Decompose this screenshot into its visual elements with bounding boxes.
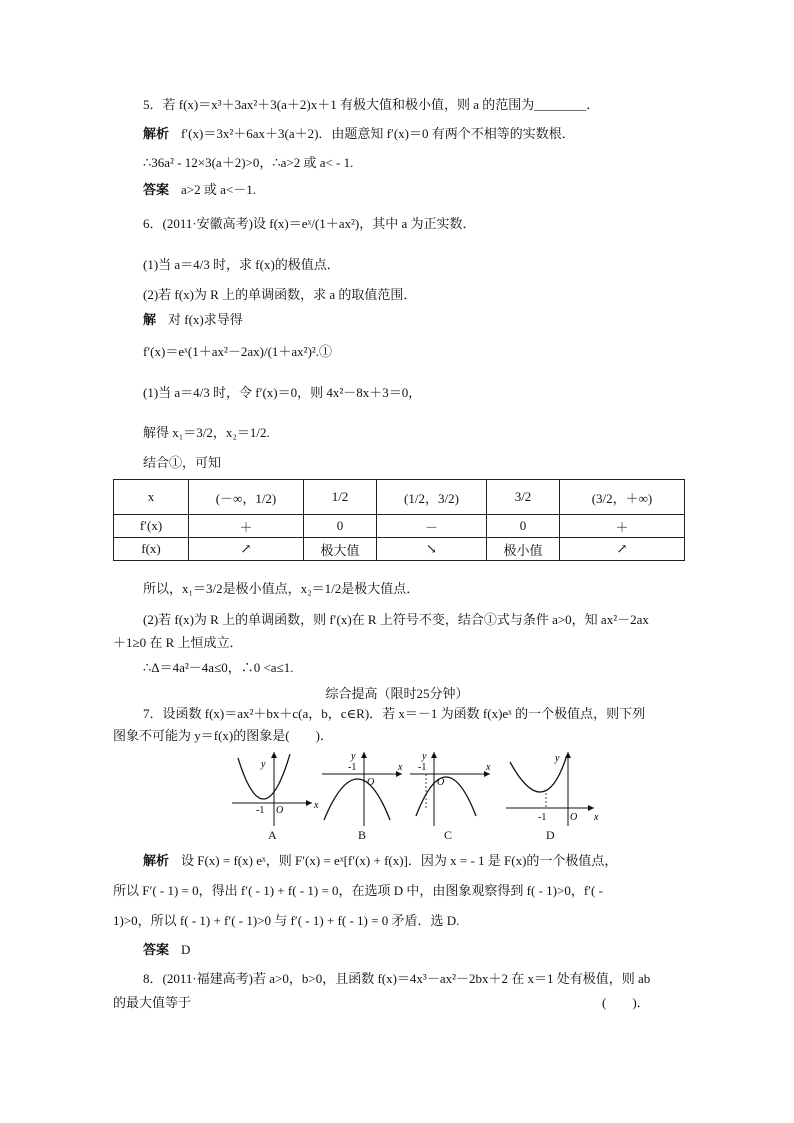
q7-analysis-text: 设 F(x) = f(x) eˣ，则 F′(x) = eˣ[f′(x) + f(x)]．因为 x = - 1 是 F(x)的一个极值点， xyxy=(181,853,618,868)
q5-analysis-label: 解析 xyxy=(143,126,170,141)
q6-part2: (2)若 f(x)为 R 上的单调函数，求 a 的取值范围． xyxy=(143,287,417,302)
graph-d-svg xyxy=(502,748,598,828)
table-cell: 0 xyxy=(487,515,560,538)
q6-derivative: f′(x)＝eˣ(1＋ax²－2ax)/(1＋ax²)².① xyxy=(143,344,333,359)
q7-answer-text: D xyxy=(181,942,191,957)
table-cell: (－∞，1/2) xyxy=(189,480,304,515)
svg-text:y: y xyxy=(422,751,427,762)
q7-analysis-label: 解析 xyxy=(143,853,170,868)
svg-text:O: O xyxy=(437,777,445,788)
svg-text:O: O xyxy=(367,777,375,788)
q7-text: 7．设函数 f(x)＝ax²＋bx＋c(a，b，c∈R)．若 x＝－1 为函数 f(x)eˣ 的一个极值点，则下列 xyxy=(143,706,646,721)
table-cell: f′(x) xyxy=(114,515,189,538)
graph-c-svg xyxy=(406,748,496,828)
svg-text:x: x xyxy=(398,762,403,773)
svg-text:y: y xyxy=(351,751,356,762)
table-cell: (3/2，＋∞) xyxy=(560,480,685,515)
q5-answer-label: 答案 xyxy=(143,182,170,197)
q6-solution-label: 解 xyxy=(143,312,157,327)
q6-step5: (2)若 f(x)为 R 上的单调函数，则 f′(x)在 R 上符号不变，结合①式与条件 a>0，知 ax²－2ax xyxy=(143,612,649,627)
table-cell: 极小值 xyxy=(487,538,560,561)
table-cell: (1/2，3/2) xyxy=(377,480,487,515)
table-row xyxy=(114,538,685,561)
table-cell: ＋ xyxy=(560,515,685,538)
q6-part1: (1)当 a＝4/3 时，求 f(x)的极值点． xyxy=(143,257,340,272)
svg-text:-1: -1 xyxy=(348,762,357,773)
svg-text:x: x xyxy=(486,762,491,773)
q5-answer-text: a>2 或 a<－1. xyxy=(181,182,256,197)
table-cell: ↘ xyxy=(377,538,487,561)
q5-text: 5．若 f(x)＝x³＋3ax²＋3(a＋2)x＋1 有极大值和极小值，则 a 的范围为________． xyxy=(143,97,600,112)
graph-d xyxy=(502,748,599,842)
table-cell: ＋ xyxy=(189,515,304,538)
graph-c-label: C xyxy=(444,828,453,842)
q6-step4: 所以，x₁＝3/2是极小值点，x₂＝1/2是极大值点． xyxy=(143,581,420,596)
graph-a-label: A xyxy=(268,828,277,842)
q6-solution-text: 对 f(x)求导得 xyxy=(168,312,243,327)
table-cell: 0 xyxy=(304,515,377,538)
q5-analysis-text: f′(x)＝3x²＋6ax＋3(a＋2)．由题意知 f′(x)＝0 有两个不相等的实数根． xyxy=(181,126,575,141)
q8-text-cont: 的最大值等于 xyxy=(113,995,192,1010)
graph-b xyxy=(318,748,408,842)
table-cell: － xyxy=(377,515,487,538)
q5-analysis-line3: ∴36a² - 12×3(a＋2)>0，∴a>2 或 a< - 1. xyxy=(143,155,354,170)
table-cell: f(x) xyxy=(114,538,189,561)
table-row xyxy=(114,480,685,515)
q6-step3: 结合①，可知 xyxy=(143,455,222,470)
q6-text: 6．(2011·安徽高考)设 f(x)＝eˣ/(1＋ax²)，其中 a 为正实数． xyxy=(143,216,476,231)
svg-text:-1: -1 xyxy=(538,812,547,823)
q6-step7: ∴Δ＝4a²－4a≤0，∴0 <a≤1. xyxy=(143,660,294,675)
svg-text:-1: -1 xyxy=(256,805,265,816)
q7-analysis-line3: 1)>0，所以 f( - 1) + f′( - 1)>0 与 f′( - 1) + f( - 1) = 0 矛盾．选 D. xyxy=(113,913,460,928)
svg-text:y: y xyxy=(555,753,560,764)
table-cell: ↗ xyxy=(189,538,304,561)
table-cell: 3/2 xyxy=(487,480,560,515)
q7-text-cont: 图象不可能为 y＝f(x)的图象是( )． xyxy=(113,728,333,743)
section-heading: 综合提高（限时25分钟） xyxy=(325,686,469,701)
svg-text:O: O xyxy=(570,812,578,823)
q6-step1: (1)当 a＝4/3 时，令 f′(x)＝0，则 4x²－8x＋3＝0， xyxy=(143,385,422,400)
variation-table xyxy=(113,479,685,561)
table-cell: ↗ xyxy=(560,538,685,561)
q6-step6: ＋1≥0 在 R 上恒成立． xyxy=(113,635,243,650)
table-cell: 1/2 xyxy=(304,480,377,515)
table-row xyxy=(114,515,685,538)
table-cell: 极大值 xyxy=(304,538,377,561)
graph-b-svg xyxy=(318,748,408,828)
svg-text:O: O xyxy=(276,805,284,816)
svg-text:-1: -1 xyxy=(418,762,427,773)
svg-text:x: x xyxy=(594,812,599,823)
graph-a-svg xyxy=(228,748,318,828)
table-cell: x xyxy=(114,480,189,515)
graph-b-label: B xyxy=(358,828,367,842)
svg-text:y: y xyxy=(261,759,266,770)
q8-text: 8．(2011·福建高考)若 a>0，b>0，且函数 f(x)＝4x³－ax²－2bx＋2 在 x＝1 处有极值，则 ab xyxy=(143,971,651,986)
graph-c xyxy=(406,748,496,842)
graph-a xyxy=(228,748,319,842)
q6-step2: 解得 x₁＝3/2，x₂＝1/2. xyxy=(143,425,270,440)
graph-d-label: D xyxy=(546,828,555,842)
q7-analysis-line2: 所以 F′( - 1) = 0，得出 f′( - 1) + f( - 1) = 0，在选项 D 中，由图象观察得到 f( - 1)>0，f′( - xyxy=(113,883,603,898)
q8-answer-paren: ( )． xyxy=(602,995,650,1010)
q7-answer-label: 答案 xyxy=(143,942,170,957)
svg-text:x: x xyxy=(314,800,319,811)
